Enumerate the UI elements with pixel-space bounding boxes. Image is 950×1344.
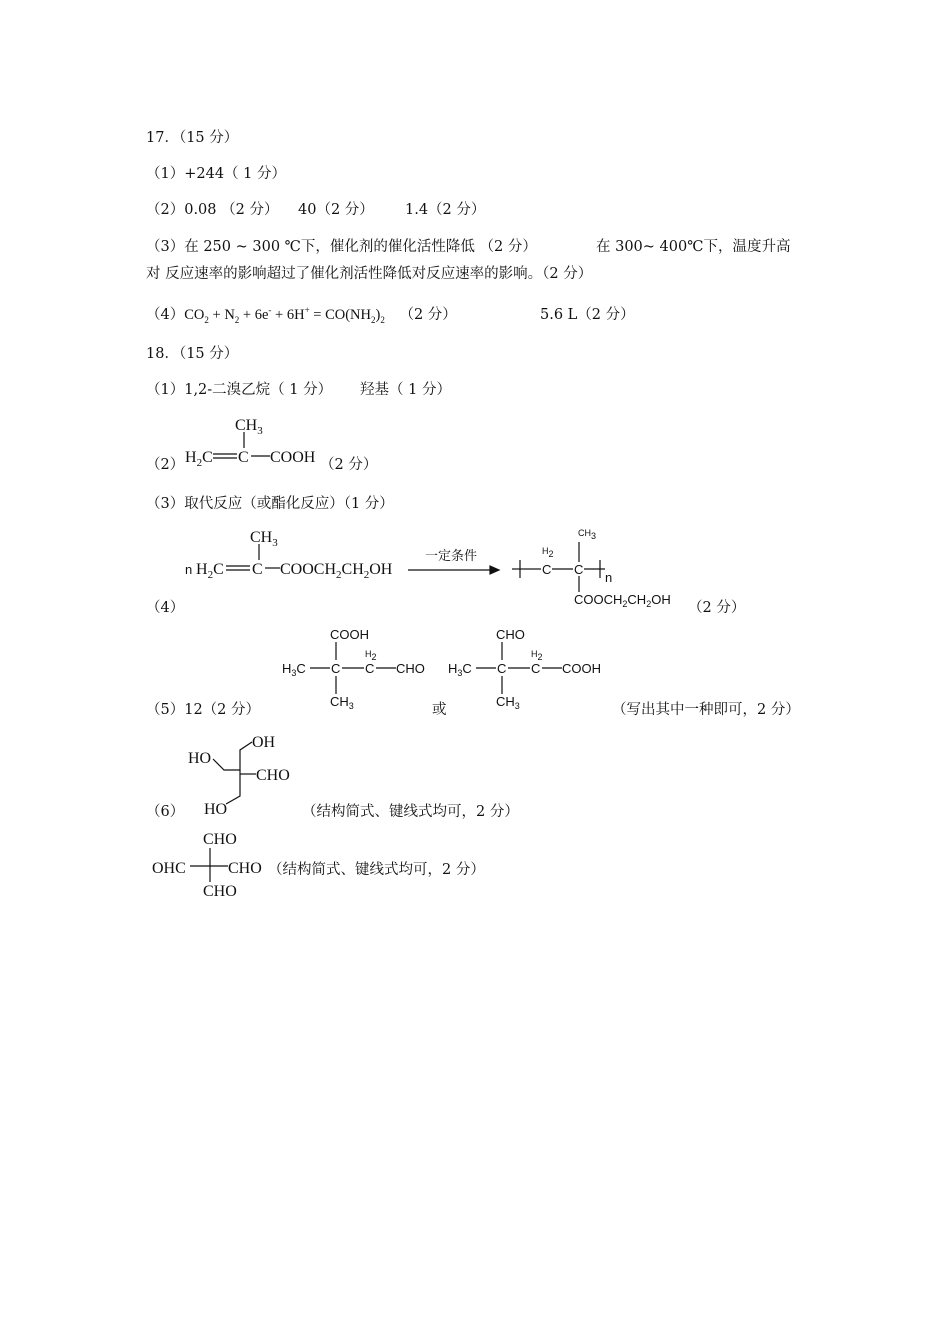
electron-text: + 6e	[239, 307, 269, 323]
q17-part4-volume: 5.6 L（2 分）	[540, 307, 635, 323]
q18-part6-label: （6）	[146, 804, 185, 820]
q17-header: 17．（15 分）	[146, 130, 239, 146]
q17-part2-b: 40（2 分）	[298, 202, 374, 218]
h2c-label: $H_2C$	[185, 449, 213, 469]
c-label: C	[238, 449, 249, 466]
cho-top-label: CHO	[203, 831, 237, 848]
cooch2ch2oh-label: $COOCH_2CH_2OH$	[280, 561, 393, 581]
sup-minus: -	[268, 305, 272, 316]
paren-close: )	[375, 307, 381, 323]
cho-label: CHO	[496, 627, 525, 642]
q17-part1: （1）+244（ 1 分）	[146, 166, 286, 182]
polymerization-equation	[180, 520, 740, 615]
h2-label: H2	[542, 546, 554, 559]
q17-part4-score: （2 分）	[399, 307, 457, 323]
q17-part4	[146, 303, 457, 325]
q18-part4-label: （4）	[146, 600, 185, 616]
q17-part3-c: 对 反应速率的影响超过了催化剂活性降低对反应速率的影响。（2 分）	[146, 266, 593, 282]
cho-right-label: CHO	[228, 860, 262, 877]
n-label: n	[185, 562, 193, 577]
cooh-label: COOH	[562, 661, 601, 676]
ho-bottom-label: HO	[204, 801, 228, 818]
co2-text: CO	[184, 307, 205, 323]
q18-part4-score: （2 分）	[688, 600, 746, 616]
half-reaction-equation	[184, 307, 385, 323]
q18-part1-a: （1）1,2-二溴乙烷（ 1 分）	[146, 382, 333, 398]
sup-plus: +	[304, 305, 310, 316]
ch3-label: CH3	[578, 528, 597, 541]
q17-part3-a: （3）在 250 ~ 300 ℃下，催化剂的催化活性降低 （2 分）	[146, 239, 537, 255]
c2-label: C	[574, 562, 584, 577]
skeletal-structure-diol	[182, 728, 312, 820]
methacrylic-acid-structure	[180, 410, 340, 470]
q17-part4-label: （4）	[146, 307, 185, 323]
isomer-structure-2	[444, 622, 619, 712]
q18-part3: （3）取代反应（或酯化反应）（1 分）	[146, 496, 394, 512]
c-label: C	[252, 561, 263, 578]
sub-2: 2	[380, 314, 385, 325]
cho-label: CHO	[256, 767, 290, 784]
q17-part3-b: 在 300~ 400℃下，温度升高	[596, 239, 791, 255]
cho-bottom-label: CHO	[203, 883, 237, 900]
ch3-label: $CH_3$	[250, 529, 278, 549]
c-label: C	[365, 661, 375, 676]
q18-part2-label: （2）	[146, 457, 185, 473]
c1-label: C	[542, 562, 552, 577]
cooh-label: COOH	[330, 627, 369, 642]
ch3-label: $CH_3$	[235, 417, 263, 437]
cho-label: CHO	[396, 661, 425, 676]
sub-2: 2	[234, 314, 240, 325]
n-label: n	[605, 570, 613, 585]
isomer-structure-1	[278, 622, 438, 712]
c-label: C	[531, 661, 541, 676]
proton-text: + 6H	[271, 307, 305, 323]
ch3-label: $CH_3$	[330, 694, 354, 711]
h3c-label: $H_3C$	[282, 661, 306, 678]
h2-label: H2	[531, 649, 543, 662]
cooch2ch2oh-label: $COOCH_2CH_2OH$	[574, 592, 671, 609]
c-label: C	[497, 661, 507, 676]
q18-part5-or: 或	[432, 702, 447, 718]
sub-2: 2	[371, 314, 376, 325]
c-label: C	[331, 661, 341, 676]
sub-2: 2	[204, 314, 209, 325]
q18-part1-b: 羟基（ 1 分）	[360, 382, 451, 398]
oh-top-label: OH	[252, 734, 276, 751]
q18-part2-score: （2 分）	[320, 457, 378, 473]
urea-text: = CO(NH	[309, 307, 371, 323]
q18-part6-note1: （结构简式、键线式均可，2 分）	[302, 804, 519, 820]
ohc-left-label: OHC	[152, 860, 186, 877]
q18-part6-note2: （结构简式、键线式均可，2 分）	[268, 862, 485, 878]
q18-part5-note: （写出其中一种即可，2 分）	[612, 702, 800, 718]
q17-part2-a: （2）0.08 （2 分）	[146, 202, 279, 218]
h2-label: H2	[365, 649, 377, 662]
ch3-label: $CH_3$	[496, 694, 520, 711]
ho-left-label: HO	[188, 750, 212, 767]
q18-part5-label: （5）12（2 分）	[146, 702, 261, 718]
reaction-condition: 一定条件	[425, 549, 478, 564]
h2c-label: $H_2C$	[196, 561, 224, 581]
tetra-aldehyde-structure	[150, 826, 280, 902]
q17-part2-c: 1.4（2 分）	[405, 202, 486, 218]
h3c-label: $H_3C$	[448, 661, 472, 678]
cooh-label: COOH	[270, 449, 316, 466]
n2-text: + N	[208, 307, 235, 323]
q18-header: 18．（15 分）	[146, 346, 239, 362]
